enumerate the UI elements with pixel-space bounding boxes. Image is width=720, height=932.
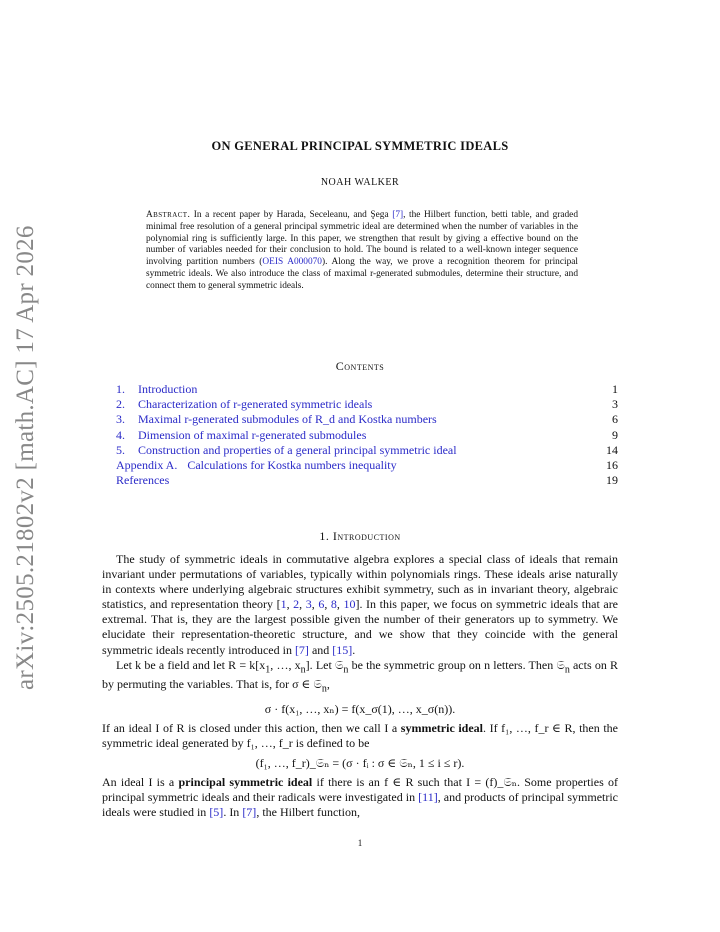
- text: ]. Let 𝔖: [305, 657, 344, 672]
- toc-number: 1.: [116, 382, 125, 396]
- paragraph: [102, 721, 618, 751]
- toc-number: 4.: [116, 427, 125, 442]
- citation-link[interactable]: 1: [280, 597, 287, 612]
- page-number: 1: [357, 838, 363, 848]
- citation-link[interactable]: [7]: [294, 642, 309, 657]
- oeis-link[interactable]: OEIS A000070: [262, 257, 322, 268]
- toc-entry[interactable]: [116, 473, 618, 488]
- toc-label: Calculations for Kostka numbers inequality: [187, 457, 397, 472]
- citation-link[interactable]: 3: [305, 597, 312, 612]
- text: .: [352, 642, 356, 657]
- toc-entry[interactable]: [116, 382, 618, 397]
- toc-page: 16: [606, 457, 618, 472]
- paper-title: ON GENERAL PRINCIPAL SYMMETRIC IDEALS: [211, 139, 509, 153]
- toc-entry[interactable]: [116, 443, 618, 458]
- defined-term: symmetric ideal: [400, 720, 484, 735]
- equation: σ · f(x₁, …, xₙ) = f(x_σ(1), …, x_σ(n)).: [264, 701, 456, 716]
- citation-link[interactable]: 6: [318, 597, 325, 612]
- toc-entry[interactable]: [116, 397, 618, 412]
- text: If an ideal I of R is closed under this action, then we call I a: [102, 720, 401, 735]
- text: The study of symmetric ideals in commutative algebra explores a special class of ideals that remain invariant under permutations of variables, typically within polynomials rings. These ideals arise naturally in contexts where underlying algebraic structures exhibit symmetry, such as in invariant theory, algebraic statistics, and representation theory [: [102, 552, 618, 612]
- toc-page: 3: [612, 397, 618, 412]
- text: acts on R by permuting the variables. That is, for σ ∈ 𝔖: [102, 657, 618, 692]
- text: if there is an f ∈ R such that I = (f)_𝔖ₙ. Some properties of principal symmetric ideals and their radicals were investigated in: [102, 774, 618, 804]
- toc-label: Dimension of maximal r-generated submodules: [138, 427, 367, 442]
- toc-number: Appendix A.: [116, 457, 178, 472]
- toc-label: References: [116, 473, 170, 488]
- toc-label: Maximal r-generated submodules of R_d and Kostka numbers: [138, 412, 437, 427]
- contents-heading: Contents: [335, 359, 385, 373]
- toc-number: 3.: [116, 412, 125, 427]
- table-of-contents: [116, 382, 618, 488]
- author: NOAH WALKER: [320, 177, 400, 188]
- text: Let k be a field and let R = k[x: [116, 657, 266, 672]
- citation-link[interactable]: [5]: [209, 805, 224, 819]
- text: , and products of principal symmetric ideals were studied in: [102, 789, 619, 819]
- toc-label: Characterization of r-generated symmetric ideals: [138, 397, 373, 412]
- toc-number: 2.: [116, 397, 125, 412]
- toc-page: 6: [612, 412, 618, 427]
- citation-link[interactable]: 10: [343, 597, 356, 612]
- citation-link[interactable]: [15]: [332, 642, 353, 657]
- text: An ideal I is a: [102, 774, 179, 789]
- paragraph: [102, 775, 618, 820]
- toc-entry[interactable]: [116, 428, 618, 443]
- text: ]. In this paper, we focus on symmetric ideals that are extremal. That is, they are the largest possible given the number of their generators up to symmetry. We elucidate their representation-theoretic structure, and we show that they coincide with the general symmetric ideals recently introduced in: [102, 597, 619, 657]
- paragraph: The study of symmetric ideals in commutative algebra explores a special class of ideals that remain invariant under permutations of variables, typically within polynomials rings. These ideals arise naturally in contexts where underlying algebraic structures exhibit symmetry, such as in invariant theory, algebraic statistics, and representation theory [1, 2, 3, 6, 8, 10]. In this paper, we focus on symmetric ideals that are extremal. That is, they are the largest possible given the number of their generators up to symmetry. We elucidate their representation-theoretic structure, and we show that they coincide with the general symmetric ideals recently introduced in [7] and [15].: [102, 552, 619, 657]
- toc-entry[interactable]: [116, 458, 618, 473]
- text: , the Hilbert function,: [256, 805, 360, 819]
- abstract-head: Abstract.: [146, 210, 191, 220]
- toc-entry[interactable]: [116, 412, 618, 427]
- toc-page: 9: [612, 427, 618, 442]
- text: be the symmetric group on n letters. Then 𝔖: [348, 657, 565, 672]
- defined-term: principal symmetric ideal: [178, 774, 313, 789]
- abstract: [146, 210, 578, 293]
- toc-number: 5.: [116, 442, 125, 457]
- abstract-text: , the Hilbert function, betti table, and graded minimal free resolution of a general principal symmetric ideal are determined when the number of variables in the polynomial ring is sufficiently large. In this paper, we strengthen that result by giving a effective bound on the number of variables needed for their conclusion to hold. The bound is related to a well-known integer sequence involving partition numbers (: [146, 210, 578, 268]
- paragraph: Let k be a field and let $R = k[x_1$, …, $x_n$]. Let 𝔖$_n$ be the symmetric group on n letters. Then 𝔖$_n$ acts on R by permuting the variables. That is, for σ ∈ 𝔖$_n$,: [102, 657, 618, 695]
- abstract-text: ). Along the way, we prove a recognition theorem for principal symmetric ideals. We also introduce the class of maximal r-generated submodules, determine their structure, and connect them to general symmetric ideals.: [146, 257, 578, 291]
- citation-link[interactable]: [7]: [242, 805, 257, 819]
- toc-page: 19: [606, 473, 618, 488]
- abstract-text: In a recent paper by Harada, Seceleanu, and Şega: [190, 210, 393, 220]
- text: . In: [223, 805, 243, 819]
- equation: (f₁, …, f_r)_𝔖ₙ = (σ · fᵢ : σ ∈ 𝔖ₙ, 1 ≤ i ≤ r).: [255, 755, 465, 770]
- arxiv-identifier: arXiv:2505.21802v2 [math.AC] 17 Apr 2026: [12, 225, 39, 690]
- toc-page: 1: [612, 382, 618, 396]
- section-body: [102, 552, 618, 820]
- text: . If f₁, …, f_r ∈ R, then the symmetric ideal generated by f₁, …, f_r is defined to be: [102, 720, 618, 750]
- toc-label: Introduction: [138, 382, 198, 396]
- citation-link[interactable]: [11]: [418, 789, 438, 804]
- citation-link[interactable]: 8: [330, 597, 337, 612]
- citation-link[interactable]: 2: [293, 597, 300, 612]
- section-heading: 1. Introduction: [319, 529, 401, 543]
- toc-page: 14: [606, 442, 618, 457]
- citation-link[interactable]: [7]: [392, 210, 404, 220]
- text: and: [308, 642, 333, 657]
- toc-label: Construction and properties of a general principal symmetric ideal: [138, 442, 457, 457]
